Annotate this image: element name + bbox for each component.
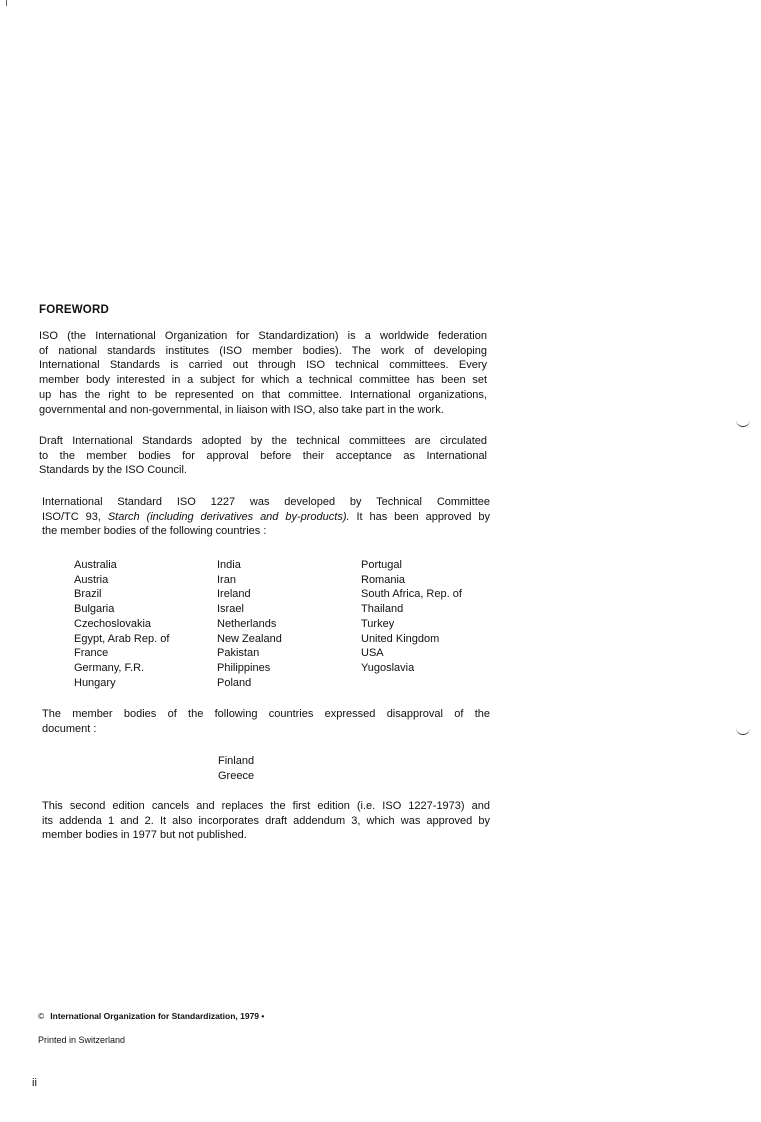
text-line: governmental and non-governmental, in liaison with ISO, also take part in the work.	[39, 403, 444, 416]
country-item: France	[74, 647, 109, 660]
foreword-paragraph-second-edition	[42, 799, 490, 843]
foreword-paragraph-disapproval	[42, 707, 490, 736]
country-item: Portugal	[361, 559, 402, 571]
text-line: document :	[42, 722, 97, 735]
country-item: Ireland	[217, 588, 251, 601]
country-item: Australia	[74, 559, 117, 571]
text-line: to the member bodies for approval before their acceptance as International	[39, 449, 487, 462]
committee-title: Starch (including derivatives and by-products).	[107, 510, 350, 523]
country-item: Greece	[218, 769, 255, 782]
country-item: Germany, F.R.	[74, 661, 145, 674]
country-item: Thailand	[361, 603, 404, 616]
text-line: member bodies in 1977 but not published.	[42, 829, 247, 842]
margin-mark	[736, 420, 750, 427]
text-line: its addenda 1 and 2. It also incorporates draft addendum 3, which was approved by	[42, 814, 490, 827]
text-line: of national standards institutes (ISO member bodies). The work of developing	[39, 344, 487, 357]
country-item: Brazil	[74, 588, 102, 601]
country-item: Israel	[217, 603, 244, 616]
text-line: up has the right to be represented on that committee. International organizations,	[39, 388, 487, 401]
text-line: member body interested in a subject for which a technical committee has been set	[39, 374, 487, 387]
margin-mark	[736, 728, 750, 735]
disapproving-countries	[218, 754, 254, 783]
text-line: Draft International Standards adopted by the technical committees are circulated	[39, 435, 487, 447]
country-item: USA	[361, 647, 384, 660]
approving-countries-column-1	[74, 558, 169, 690]
country-item: United Kingdom	[361, 632, 440, 645]
country-item: Romania	[361, 573, 406, 586]
text-fragment: ISO/TC 93,	[42, 510, 108, 523]
country-item: Iran	[217, 573, 236, 586]
copyright-icon: ©	[38, 1011, 45, 1021]
text-line: the member bodies of the following countries :	[42, 525, 267, 538]
country-item: Bulgaria	[74, 603, 115, 616]
country-item: Yugoslavia	[361, 661, 415, 674]
copyright-text: International Organization for Standardization, 1979 •	[50, 1011, 265, 1021]
text-fragment: It has been approved by	[349, 510, 490, 523]
text-line: The member bodies of the following countries expressed disapproval of the	[42, 708, 490, 720]
country-item: Finland	[218, 755, 255, 767]
text-line	[42, 510, 490, 525]
text-line: International Standard ISO 1227 was developed by Technical Committee	[42, 496, 490, 508]
country-item: Pakistan	[217, 647, 260, 660]
text-line: International Standards is carried out through ISO technical committees. Every	[39, 359, 487, 372]
foreword-paragraph-draft-standards	[39, 434, 487, 478]
country-item: India	[217, 559, 241, 571]
country-item: Philippines	[217, 661, 271, 674]
approving-countries-column-2	[217, 558, 282, 690]
country-item: Czechoslovakia	[74, 617, 152, 630]
printed-in-notice: Printed in Switzerland	[38, 1035, 126, 1045]
text-line: This second edition cancels and replaces the first edition (i.e. ISO 1227-1973) and	[42, 800, 490, 812]
crop-mark	[6, 0, 7, 6]
country-item: Netherlands	[217, 617, 277, 630]
country-item: Turkey	[361, 617, 395, 630]
country-item: Hungary	[74, 676, 116, 689]
country-item: Egypt, Arab Rep. of	[74, 632, 170, 645]
text-line: Standards by the ISO Council.	[39, 464, 187, 477]
approving-countries-column-3	[361, 558, 462, 676]
copyright-notice	[38, 1011, 264, 1021]
foreword-paragraph-iso1227	[42, 495, 490, 539]
page-number: ii	[32, 1077, 37, 1089]
foreword-paragraph-iso-intro	[39, 329, 487, 417]
country-item: South Africa, Rep. of	[361, 588, 462, 601]
text-line: ISO (the International Organization for Standardization) is a worldwide federation	[39, 330, 487, 342]
country-item: Poland	[217, 676, 252, 689]
country-item: New Zealand	[217, 632, 282, 645]
foreword-heading: FOREWORD	[39, 304, 109, 316]
country-item: Austria	[74, 573, 109, 586]
